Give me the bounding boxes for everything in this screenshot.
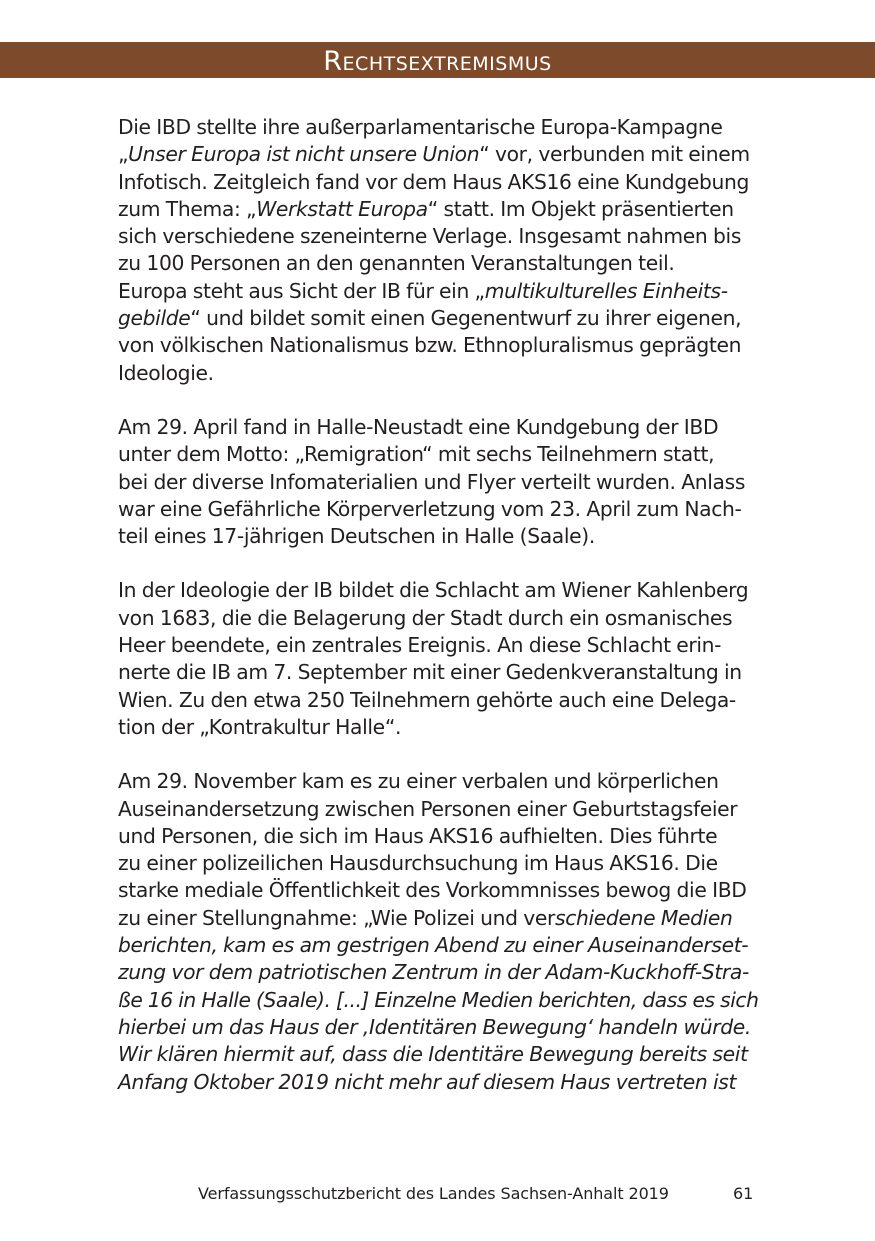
text-segment: von völkischen Nationalismus bzw. Ethnopluralismus geprägten (118, 333, 742, 358)
text-segment: zum Thema: „ (118, 196, 257, 221)
text-line (118, 714, 758, 741)
italic-text: Wir klären hiermit auf, dass die Identitäre Bewegung bereits seit (118, 1042, 748, 1067)
text-segment: In der Ideologie der IB bildet die Schlacht am Wiener Kahlenberg (118, 578, 749, 603)
page-number: 61 (733, 1184, 754, 1203)
text-segment: “ und bildet somit einen Gegenentwurf zu ihrer eigenen, (190, 306, 742, 331)
text-segment: zu 100 Personen an den genannten Veranstaltungen teil. (118, 251, 675, 276)
text-line (118, 141, 758, 168)
italic-text: hierbei um das Haus der ‚Identitären Bewegung‘ handeln würde. (118, 1014, 751, 1039)
italic-text: Anfang Oktober 2019 nicht mehr auf diesem Haus vertreten ist (118, 1069, 737, 1094)
text-segment: „ (118, 142, 129, 167)
text-line (118, 196, 758, 223)
text-line (118, 332, 758, 359)
text-segment: tion der „Kontrakultur Halle“. (118, 714, 402, 739)
text-line (118, 414, 758, 441)
text-segment: teil eines 17-jährigen Deutschen in Halle (Saale). (118, 524, 595, 549)
italic-text: multikulturelles Einheits- (484, 278, 728, 303)
text-line (118, 659, 758, 686)
text-segment: Infotisch. Zeitgleich fand vor dem Haus AKS16 eine Kundgebung (118, 169, 750, 194)
text-line (118, 1014, 758, 1041)
text-segment: starke mediale Öffentlichkeit des Vorkommnisses bewog die IBD (118, 878, 747, 903)
text-line (118, 169, 758, 196)
text-line (118, 496, 758, 523)
text-line (118, 469, 758, 496)
text-segment: Am 29. April fand in Halle-Neustadt eine Kundgebung der IBD (118, 414, 719, 439)
text-segment: Am 29. November kam es zu einer verbalen und körperlichen (118, 769, 719, 794)
body-text (118, 114, 758, 1123)
text-segment: zu einer Stellungnahme: „Wie Polizei und ver (118, 905, 555, 930)
text-line (118, 987, 758, 1014)
text-segment: nerte die IB am 7. September mit einer Gedenkveranstaltung in (118, 660, 742, 685)
text-line (118, 823, 758, 850)
italic-text: ße 16 in Halle (Saale). [...] Einzelne Medien berichten, dass es sich (118, 987, 759, 1012)
text-line (118, 632, 758, 659)
paragraph (118, 768, 758, 1096)
text-line (118, 905, 758, 932)
text-segment: war eine Gefährliche Körperverletzung vom 23. April zum Nach- (118, 496, 742, 521)
text-segment: Heer beendete, ein zentrales Ereignis. An diese Schlacht erin- (118, 633, 722, 658)
text-segment: “ vor, verbunden mit einem (479, 142, 750, 167)
text-segment: sich verschiedene szeneinterne Verlage. Insgesamt nahmen bis (118, 224, 742, 249)
text-line (118, 278, 758, 305)
italic-text: berichten, kam es am gestrigen Abend zu einer Auseinanderset- (118, 933, 749, 958)
text-line (118, 959, 758, 986)
text-line (118, 114, 758, 141)
text-line (118, 850, 758, 877)
text-line (118, 1069, 758, 1096)
paragraph (118, 414, 758, 550)
text-line (118, 796, 758, 823)
text-line (118, 441, 758, 468)
text-line (118, 250, 758, 277)
text-segment: bei der diverse Infomaterialien und Flyer verteilt wurden. Anlass (118, 469, 746, 494)
page-footer (0, 1180, 875, 1208)
italic-text: Unser Europa ist nicht unsere Union (128, 142, 480, 167)
text-line (118, 932, 758, 959)
italic-text: zung vor dem patriotischen Zentrum in der Adam-Kuckhoff-Stra- (118, 960, 749, 985)
text-segment: und Personen, die sich im Haus AKS16 aufhielten. Dies führte (118, 823, 718, 848)
italic-text: schiedene Medien (555, 905, 733, 930)
text-line (118, 877, 758, 904)
italic-text: Werkstatt Europa (256, 196, 428, 221)
text-line (118, 687, 758, 714)
text-line (118, 523, 758, 550)
text-segment: “ statt. Im Objekt präsentierten (427, 196, 734, 221)
text-segment: Auseinandersetzung zwischen Personen einer Geburtstagsfeier (118, 796, 738, 821)
text-segment: Wien. Zu den etwa 250 Teilnehmern gehörte auch eine Delega- (118, 687, 736, 712)
text-segment: unter dem Motto: „Remigration“ mit sechs Teilnehmern statt, (118, 442, 715, 467)
text-line (118, 768, 758, 795)
italic-text: gebilde (118, 306, 191, 331)
text-line (118, 360, 758, 387)
text-segment: Die IBD stellte ihre außerparlamentarische Europa-Kampagne (118, 115, 723, 139)
chapter-header-bar (0, 42, 875, 78)
text-line (118, 305, 758, 332)
text-line (118, 577, 758, 604)
chapter-title: Rechtsextremismus (323, 46, 552, 77)
text-line (118, 223, 758, 250)
text-segment: Europa steht aus Sicht der IB für ein „ (118, 278, 485, 303)
text-segment: Ideologie. (118, 360, 214, 385)
text-line (118, 605, 758, 632)
text-segment: zu einer polizeilichen Hausdurchsuchung im Haus AKS16. Die (118, 851, 718, 876)
text-segment: von 1683, die die Belagerung der Stadt durch ein osmanisches (118, 605, 733, 630)
footer-publication-title: Verfassungsschutzbericht des Landes Sachsen-Anhalt 2019 (198, 1184, 669, 1203)
paragraph (118, 114, 758, 387)
text-line (118, 1041, 758, 1068)
paragraph (118, 577, 758, 741)
